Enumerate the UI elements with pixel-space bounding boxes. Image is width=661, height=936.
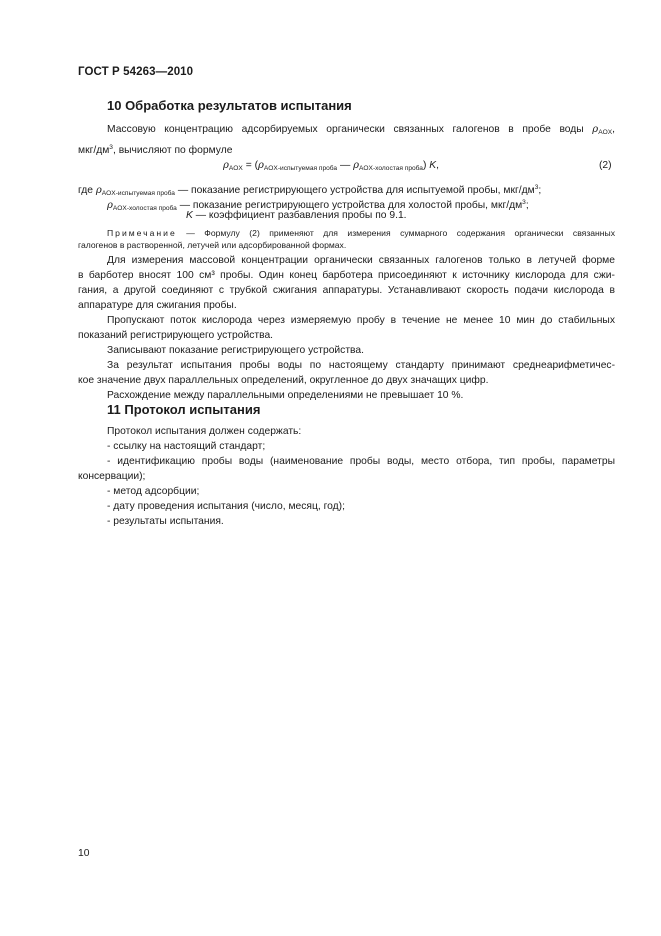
- intro-line-1: Массовую концентрацию адсорбируемых органически связанных галогенов в пробе воды $\rho_{AOX}$,: [107, 124, 615, 136]
- note-line-1: Примечание — Формулу (2) применяют для измерения суммарного содержания органически связанных: [107, 228, 615, 238]
- section-11-list: Протокол испытания должен содержать: - ссылку на настоящий стандарт; - идентификацию пробы воды (наименование пробы воды, место отбора, тип пробы, параметры консервации); - метод адсорбции; - дату проведения испытания (число, месяц, год); - результаты испытания.: [78, 426, 615, 527]
- list-item: - метод адсорбции;: [107, 486, 200, 497]
- section-10-title: 10 Обработка результатов испытания: [107, 98, 352, 113]
- intro-line-2: мкг/$дм^3$, вычисляют по формуле: [78, 144, 233, 156]
- where-line-3: K — коэффициент разбавления пробы по 9.1.: [186, 210, 407, 221]
- formula-number: (2): [599, 160, 612, 171]
- list-item: - ссылку на настоящий стандарт;: [107, 441, 266, 452]
- formula-2: $\rho_{AOX} = (\rho_{AOX-испытуемая проба}$ — $\rho_{AOX-холостая проба}$) K,: [223, 160, 440, 172]
- where-line-2: $\rho_{AOX-холостая проба}$ — показание регистрирующего устройства для холостой пробы, мкг/$дм^3$;: [107, 199, 529, 212]
- list-item: - результаты испытания.: [107, 516, 224, 527]
- section-10-intro: [78, 122, 615, 158]
- page-number: 10: [78, 848, 90, 859]
- where-line-1: где $\rho_{AOX-испытуемая проба}$ — показание регистрирующего устройства для испытуемой пробы, мкг/$дм^3$;: [78, 184, 542, 197]
- note-block: [78, 227, 615, 251]
- list-item: - идентификацию пробы воды (наименование пробы воды, место отбора, тип пробы, параметры: [107, 456, 615, 467]
- standard-header: ГОСТ Р 54263—2010: [78, 66, 194, 78]
- paragraph-volatile-measurement: Для измерения массовой концентрации органически связанных галогенов только в летучей форме в барботер вносят 100 см³ пробы. Один конец барботера присоединяют к источнику кислорода для сжи- гания, а другой соединяют с трубкой сжигания аппаратуры. Устанавливают скорость подачи кислорода в аппаратуре для сжигания пробы. Пропускают поток кислорода через измеряемую пробу в течение не менее 10 мин до стабильных показаний регистрирующего устройства. Записывают показание регистрирующего устройства. За результат испытания пробы воды по настоящему стандарту принимают среднеарифметичес- кое значение двух параллельных определений, округленное до двух значащих цифр. Расхождение между параллельными определениями не превышает 10 %.: [78, 255, 615, 401]
- note-line-2: галогенов в растворенной, летучей или адсорбированной формах.: [78, 240, 347, 250]
- list-item: - дату проведения испытания (число, месяц, год);: [107, 501, 345, 512]
- section-11-title: 11 Протокол испытания: [107, 402, 261, 417]
